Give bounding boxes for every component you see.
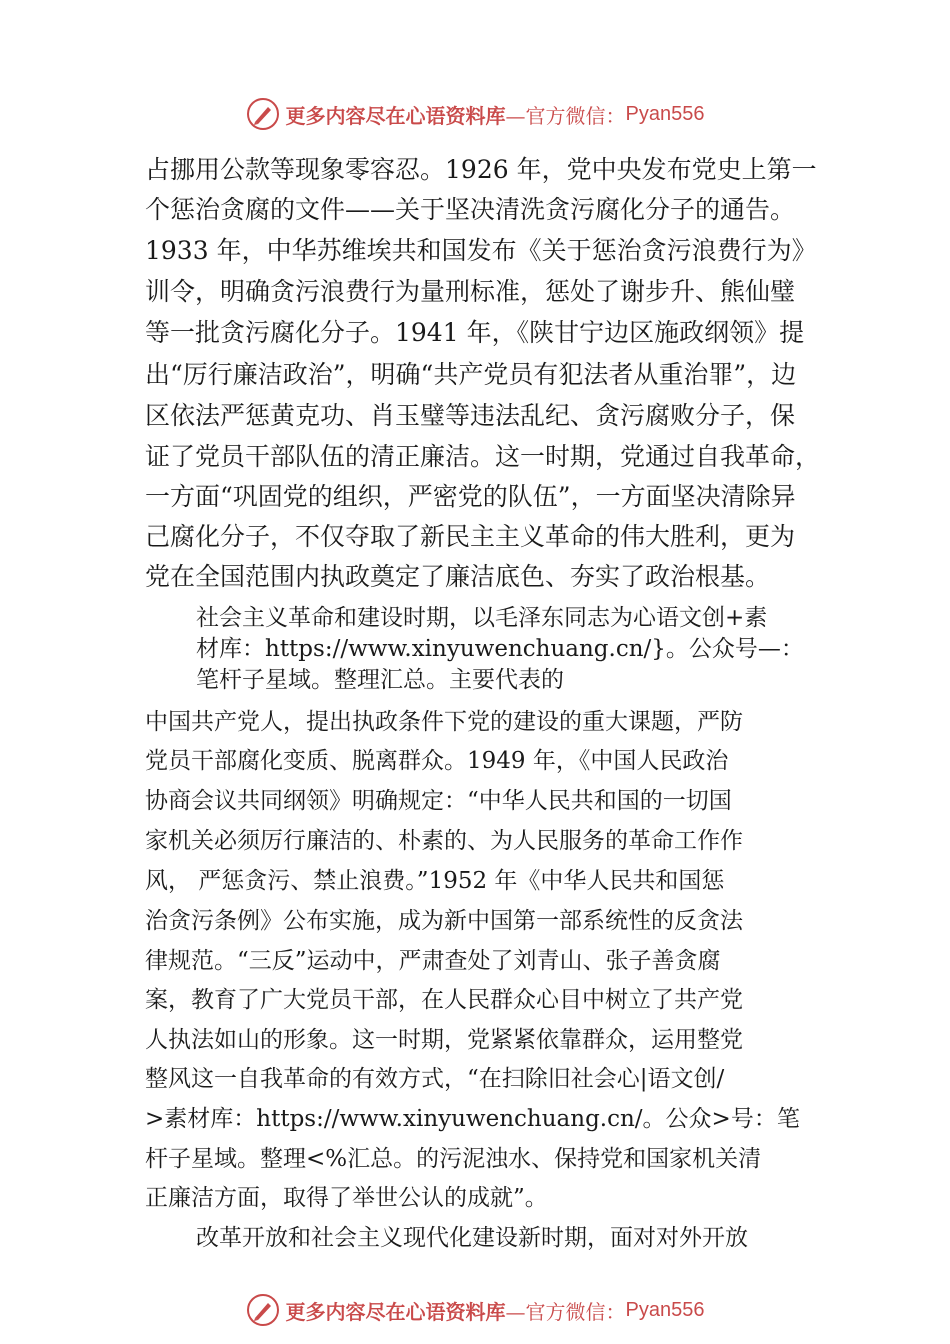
text-line: 整风这一自我革命的有效方式，“在扫除旧社会心|语文创/ bbox=[145, 1066, 725, 1092]
text-line: 风， 严惩贪污、禁止浪费。”1952 年《中华人民共和国惩 bbox=[145, 868, 725, 894]
banner-dash: —官方微信： bbox=[505, 103, 626, 128]
banner-title: 更多内容尽在心语资料库 bbox=[285, 103, 506, 128]
text-line: 出“厉行廉洁政治”，明确“共产党员有犯法者从重治罪”，边 bbox=[145, 360, 797, 389]
text-line: 1933 年，中华苏维埃共和国发布《关于惩治贪污浪费行为》 bbox=[145, 236, 817, 265]
text-line: 证了党员干部队伍的清正廉洁。这一时期，党通过自我革命， bbox=[145, 442, 821, 471]
banner-wechat-id: Pyan556 bbox=[625, 102, 705, 125]
text-line: 正廉洁方面，取得了举世公认的成就”。 bbox=[145, 1185, 548, 1211]
text-line: 案，教育了广大党员干部，在人民群众心目中树立了共产党 bbox=[145, 987, 743, 1013]
text-line: 党在全国范围内执政奠定了廉洁底色、夯实了政治根基。 bbox=[145, 562, 771, 591]
text-line: 党员干部腐化变质、脱离群众。1949 年，《中国人民政治 bbox=[145, 748, 729, 774]
text-line: 一方面“巩固党的组织，严密党的队伍”，一方面坚决清除异 bbox=[145, 482, 796, 511]
text-line: >素材库：https://www.xinyuwenchuang.cn/。公众>号：笔 bbox=[145, 1106, 800, 1132]
text-line: 改革开放和社会主义现代化建设新时期，面对对外开放 bbox=[196, 1225, 748, 1251]
text-line: 律规范。“三反”运动中，严肃查处了刘青山、张子善贪腐 bbox=[145, 948, 721, 974]
text-line: 占挪用公款等现象零容忍。1926 年，党中央发布党史上第一 bbox=[145, 155, 817, 184]
text-line: 材库：https://www.xinyuwenchuang.cn/}。公众号—： bbox=[196, 636, 804, 662]
text-line: 协商会议共同纲领》明确规定：“中华人民共和国的一切国 bbox=[145, 788, 732, 814]
text-line: 个惩治贪腐的文件——关于坚决清洗贪污腐化分子的通告。 bbox=[145, 195, 796, 224]
footer-banner bbox=[0, 1290, 950, 1330]
text-line: 笔杆子星域。整理汇总。主要代表的 bbox=[196, 667, 564, 693]
text-line: 家机关必须厉行廉洁的、朴素的、为人民服务的革命工作作 bbox=[145, 828, 743, 854]
text-line: 己腐化分子，不仅夺取了新民主主义革命的伟大胜利，更为 bbox=[145, 522, 796, 551]
banner-dash: —官方微信： bbox=[505, 1299, 626, 1324]
banner-wechat-id: Pyan556 bbox=[625, 1298, 705, 1321]
banner-title: 更多内容尽在心语资料库 bbox=[285, 1299, 506, 1324]
text-line: 区依法严惩黄克功、肖玉璧等违法乱纪、贪污腐败分子，保 bbox=[145, 401, 796, 430]
text-line: 社会主义革命和建设时期，以毛泽东同志为心语文创+素 bbox=[196, 605, 768, 631]
text-line: 训令，明确贪污浪费行为量刑标准，惩处了谢步升、熊仙璧 bbox=[145, 277, 796, 306]
text-line: 人执法如山的形象。这一时期，党紧紧依靠群众，运用整党 bbox=[145, 1027, 743, 1053]
text-line: 等一批贪污腐化分子。1941 年，《陕甘宁边区施政纲领》提 bbox=[145, 318, 805, 347]
text-line: 杆子星域。整理<%汇总。的污泥浊水、保持党和国家机关清 bbox=[145, 1146, 762, 1172]
pen-logo-icon bbox=[246, 1293, 280, 1327]
text-line: 中国共产党人，提出执政条件下党的建设的重大课题，严防 bbox=[145, 709, 743, 735]
text-line: 治贪污条例》公布实施，成为新中国第一部系统性的反贪法 bbox=[145, 908, 743, 934]
